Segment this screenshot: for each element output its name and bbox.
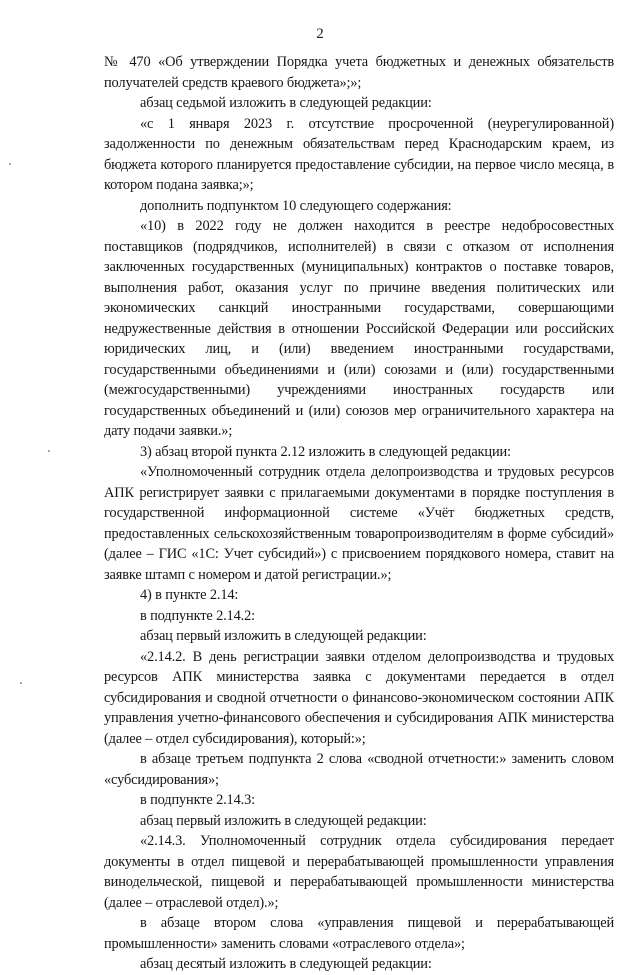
paragraph: в подпункте 2.14.3: <box>140 792 255 808</box>
paragraph: № 470 «Об утверждении Порядка учета бюджетных и денежных обязательств получателей средств краевого бюджета»;»; <box>104 54 614 91</box>
scan-speck <box>20 682 22 684</box>
paragraph: абзац первый изложить в следующей редакции: <box>140 628 427 644</box>
paragraph: дополнить подпунктом 10 следующего содержания: <box>140 197 452 214</box>
paragraph: 3) абзац второй пункта 2.12 изложить в следующей редакции: <box>140 443 511 460</box>
paragraph: в абзаце втором слова «управления пищевой и перерабатывающей промышленности» заменить словами «отраслевого отдела»; <box>104 915 614 952</box>
paragraph: в абзаце третьем подпункта 2 слова «сводной отчетности:» заменить словом «субсидирования»; <box>104 751 614 788</box>
paragraph: «10) в 2022 году не должен находится в реестре недобросовестных поставщиков (подрядчиков, исполнителей) в связи с отказом от исполнения заключенных государственных (муниципальных) контрактов о поставке товаров, выполнения работ, оказания услуг по причине введения политических или экономических санкций иностранными государствами, совершающими недружественные действия в отношении Российской Федерации или российских юридических лиц, и (или) введением иностранными государствами, государственными объединениями и (или) союзами и (или) государственными (межгосударственными) учреждениями иностранных государств или государственных объединений и (или) союзов мер ограничительного характера на дату подачи заявки.»; <box>104 218 614 439</box>
paragraph: 4) в пункте 2.14: <box>140 587 239 603</box>
paragraph: абзац седьмой изложить в следующей редакции: <box>140 95 432 111</box>
page-number: 2 <box>316 26 324 42</box>
paragraph: «Уполномоченный сотрудник отдела делопроизводства и трудовых ресурсов АПК регистрирует заявки с прилагаемыми документами в порядке поступления в государственной информационной системе «Учёт бюджетных средств, предоставленных сельскохозяйственным товаропроизводителям в форме субсидий» (далее – ГИС «1С: Учет субсидий») с присвоением порядкового номера, ставит на заявке штамп с номером и датой регистрации.»; <box>104 464 614 583</box>
paragraph: «с 1 января 2023 г. отсутствие просроченной (неурегулированной) задолженности по денежным обязательствам перед Краснодарским краем, из бюджета которого планируется предоставление субсидии, на первое число месяца, в котором подана заявка;»; <box>104 115 614 193</box>
document-body <box>104 52 614 975</box>
paragraph: в подпункте 2.14.2: <box>140 607 255 624</box>
paragraph: «2.14.2. В день регистрации заявки отделом делопроизводства и трудовых ресурсов АПК министерства заявка с документами передается в отдел субсидирования и сводной отчетности о финансово-экономическом состоянии АПК управления учетно-финансового обеспечения и субсидирования АПК министерства (далее – отдел субсидирования), который:»; <box>104 648 614 747</box>
paragraph: «2.14.3. Уполномоченный сотрудник отдела субсидирования передает документы в отдел пищевой и перерабатывающей промышленности управления винодельческой, пищевой и перерабатывающей промышленности министерства (далее – отраслевой отдел).»; <box>104 833 614 911</box>
scan-speck <box>48 450 50 452</box>
scan-speck <box>9 163 11 165</box>
paragraph: абзац десятый изложить в следующей редакции: <box>140 956 432 972</box>
paragraph: абзац первый изложить в следующей редакции: <box>140 812 427 829</box>
